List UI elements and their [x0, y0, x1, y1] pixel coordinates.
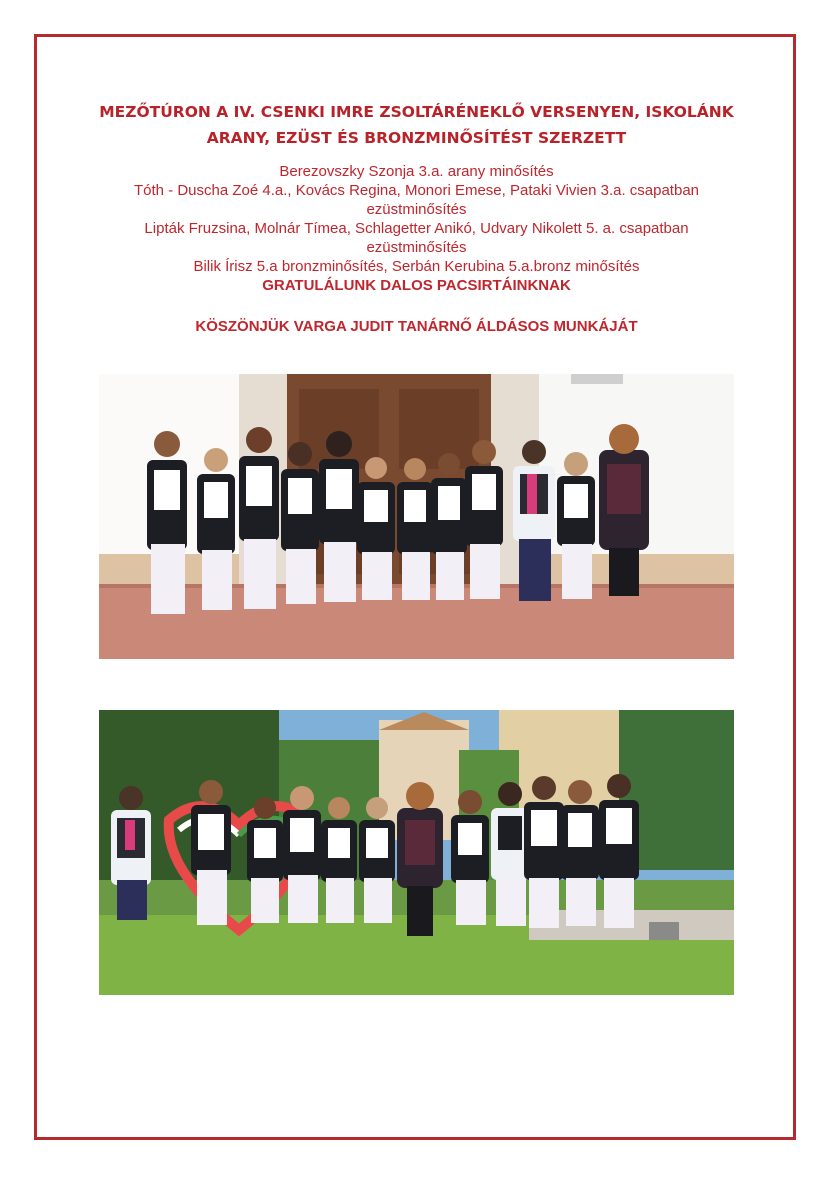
result-line: Tóth - Duscha Zoé 4.a., Kovács Regina, Monori Emese, Pataki Vivien 3.a. csapatban	[133, 182, 700, 199]
group-photo-door	[99, 374, 734, 659]
group-photo-door-image	[99, 374, 734, 659]
heading-line-1: MEZŐTÚRON A IV. CSENKI IMRE ZSOLTÁRÉNEKLŐ VERSENYEN, ISKOLÁNK	[99, 103, 734, 121]
thanks-line: KÖSZÖNJÜK VARGA JUDIT TANÁRNŐ ÁLDÁSOS MUNKÁJÁT	[195, 318, 638, 335]
group-photo-park-image	[99, 710, 734, 995]
result-line: ezüstminősítés	[366, 201, 467, 218]
heading-line-2: ARANY, EZÜST ÉS BRONZMINŐSÍTÉST SZERZETT	[206, 129, 627, 147]
congrats-line: GRATULÁLUNK DALOS PACSIRTÁINKNAK	[262, 277, 571, 294]
result-line: ezüstminősítés	[366, 239, 467, 256]
group-photo-park	[99, 710, 734, 995]
result-line: Berezovszky Szonja 3.a. arany minősítés	[279, 163, 554, 180]
result-line: Bilik Írisz 5.a bronzminősítés, Serbán Kerubina 5.a.bronz minősítés	[193, 258, 640, 275]
result-line: Lipták Fruzsina, Molnár Tímea, Schlagetter Anikó, Udvary Nikolett 5. a. csapatban	[144, 220, 689, 237]
